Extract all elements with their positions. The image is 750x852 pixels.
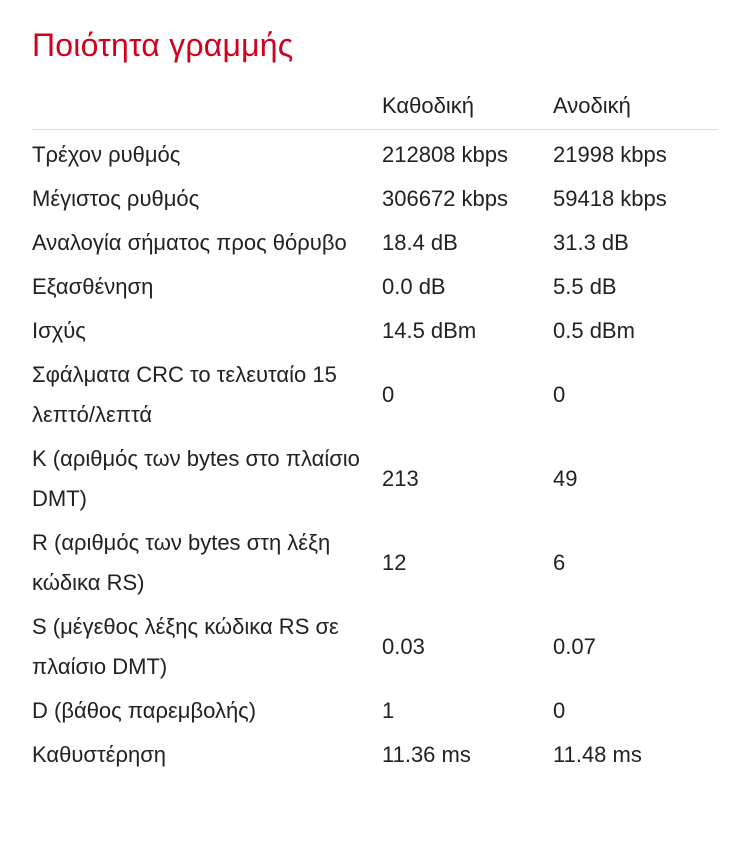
row-label: R (αριθμός των bytes στη λέξη κώδικα RS) [32,530,331,595]
downstream-value: 12 [382,550,407,575]
downstream-value: 0.03 [382,634,425,659]
downstream-value: 11.36 ms [382,742,471,767]
table-row-snr [32,221,718,265]
row-label: Σφάλματα CRC το τελευταίο 15 λεπτό/λεπτά [32,362,337,427]
upstream-value: 0 [553,382,566,407]
column-header-upstream: Ανοδική [553,64,718,130]
page-title: Ποιότητα γραμμής [32,27,294,63]
downstream-value: 306672 kbps [382,186,508,211]
upstream-value: 0.5 dBm [553,318,635,343]
row-label: Καθυστέρηση [32,742,167,767]
row-label: S (μέγεθος λέξης κώδικα RS σε πλαίσιο DMT) [32,614,339,679]
downstream-value: 0.0 dB [382,274,446,299]
row-label: Εξασθένηση [32,274,154,299]
table-row-r-bytes [32,521,718,605]
upstream-value: 59418 kbps [553,186,667,211]
column-header-parameter [32,64,382,130]
row-label: Αναλογία σήματος προς θόρυβο [32,230,347,255]
downstream-value: 14.5 dBm [382,318,477,343]
upstream-value: 6 [553,550,566,575]
line-quality-table [32,64,718,777]
downstream-value: 212808 kbps [382,142,508,167]
downstream-value: 213 [382,466,419,491]
table-row-max-rate [32,177,718,221]
row-label: Τρέχον ρυθμός [32,142,181,167]
row-label: K (αριθμός των bytes στο πλαίσιο DMT) [32,446,360,511]
downstream-value: 0 [382,382,395,407]
row-label: D (βάθος παρεμβολής) [32,698,257,723]
table-header-row [32,64,718,130]
table-row-k-bytes [32,437,718,521]
table-row-delay [32,733,718,777]
table-row-s-size [32,605,718,689]
table-row-attenuation [32,265,718,309]
table-row-interleave-depth [32,689,718,733]
line-quality-panel [32,0,720,777]
upstream-value: 11.48 ms [553,742,642,767]
column-header-downstream: Καθοδική [382,64,553,130]
upstream-value: 49 [553,466,578,491]
upstream-value: 0 [553,698,566,723]
downstream-value: 18.4 dB [382,230,458,255]
upstream-value: 31.3 dB [553,230,629,255]
table-row-current-rate [32,130,718,178]
upstream-value: 5.5 dB [553,274,617,299]
row-label: Ισχύς [32,318,86,343]
table-row-crc-errors [32,353,718,437]
table-row-power [32,309,718,353]
upstream-value: 21998 kbps [553,142,667,167]
upstream-value: 0.07 [553,634,596,659]
row-label: Μέγιστος ρυθμός [32,186,200,211]
downstream-value: 1 [382,698,395,723]
